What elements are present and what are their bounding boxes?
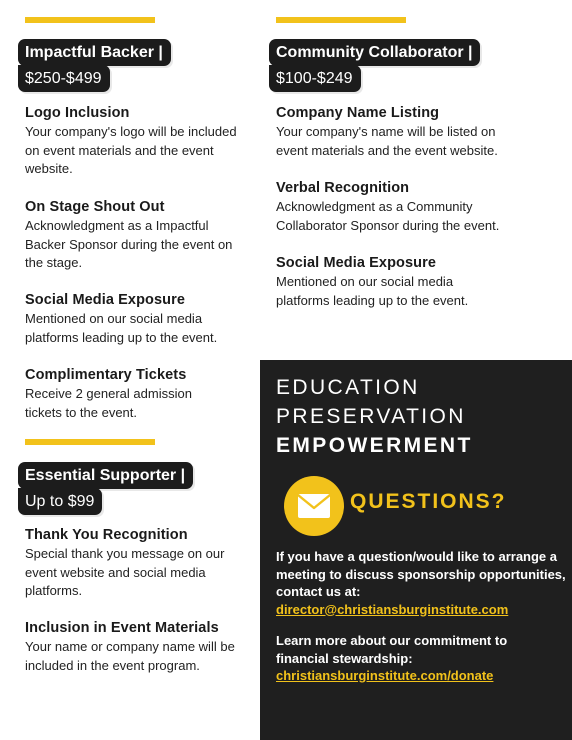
tier-title-line1: Impactful Backer | bbox=[18, 39, 171, 66]
benefit-item bbox=[25, 367, 225, 422]
accent-bar bbox=[276, 17, 406, 23]
benefit-title: Thank You Recognition bbox=[25, 527, 188, 543]
motto-education: EDUCATION bbox=[276, 376, 420, 399]
benefit-item bbox=[25, 527, 225, 601]
contact-text-block bbox=[276, 548, 566, 618]
envelope-icon bbox=[284, 476, 344, 536]
tier-title-line1: Essential Supporter | bbox=[18, 462, 193, 489]
benefit-title: Verbal Recognition bbox=[276, 180, 410, 196]
benefit-item bbox=[25, 105, 240, 179]
benefit-title: Social Media Exposure bbox=[25, 292, 186, 308]
benefit-desc: Your name or company name will be included in the event program. bbox=[25, 639, 235, 673]
contact-text: If you have a question/would like to arrange a meeting to discuss sponsorship opportunities, contact us at: bbox=[276, 549, 566, 599]
accent-bar bbox=[25, 17, 155, 23]
benefit-item bbox=[25, 292, 245, 347]
benefit-item bbox=[25, 620, 240, 675]
motto-preservation: PRESERVATION bbox=[276, 405, 466, 428]
benefit-desc: Receive 2 general admission tickets to the event. bbox=[25, 386, 192, 420]
accent-bar bbox=[25, 439, 155, 445]
benefit-title: Inclusion in Event Materials bbox=[25, 620, 219, 636]
tier-essential-title bbox=[18, 462, 193, 515]
benefit-title: Complimentary Tickets bbox=[25, 367, 187, 383]
tier-title-line2: Up to $99 bbox=[18, 488, 102, 515]
benefit-title: Logo Inclusion bbox=[25, 105, 130, 121]
tier-community-title bbox=[269, 39, 480, 92]
email-link[interactable]: director@christiansburginstitute.com bbox=[276, 601, 509, 617]
benefit-desc: Mentioned on our social media platforms leading up to the event. bbox=[25, 311, 218, 345]
benefit-desc: Special thank you message on our event website and social media platforms. bbox=[25, 546, 225, 599]
benefit-item bbox=[276, 255, 491, 310]
questions-heading: QUESTIONS? bbox=[350, 490, 507, 513]
benefit-item bbox=[25, 199, 240, 273]
donate-text: Learn more about our commitment to financial stewardship: bbox=[276, 633, 508, 666]
benefit-desc: Your company's name will be listed on event materials and the event website. bbox=[276, 124, 498, 158]
tier-impactful-title bbox=[18, 39, 171, 92]
tier-title-line2: $250-$499 bbox=[18, 65, 110, 92]
tier-title-line1: Community Collaborator | bbox=[269, 39, 480, 66]
benefit-title: On Stage Shout Out bbox=[25, 199, 165, 215]
benefit-desc: Acknowledgment as a Community Collaborator Sponsor during the event. bbox=[276, 199, 500, 233]
benefit-item bbox=[276, 105, 526, 160]
donate-link[interactable]: christiansburginstitute.com/donate bbox=[276, 668, 494, 683]
benefit-desc: Mentioned on our social media platforms leading up to the event. bbox=[276, 274, 469, 308]
tier-title-line2: $100-$249 bbox=[269, 65, 361, 92]
benefit-title: Company Name Listing bbox=[276, 105, 440, 121]
motto-empowerment: EMPOWERMENT bbox=[276, 434, 473, 457]
benefit-desc: Acknowledgment as a Impactful Backer Sponsor during the event on the stage. bbox=[25, 218, 233, 271]
benefit-desc: Your company's logo will be included on event materials and the event website. bbox=[25, 124, 237, 177]
benefit-item bbox=[276, 180, 521, 235]
donate-text-block bbox=[276, 632, 536, 685]
benefit-title: Social Media Exposure bbox=[276, 255, 437, 271]
